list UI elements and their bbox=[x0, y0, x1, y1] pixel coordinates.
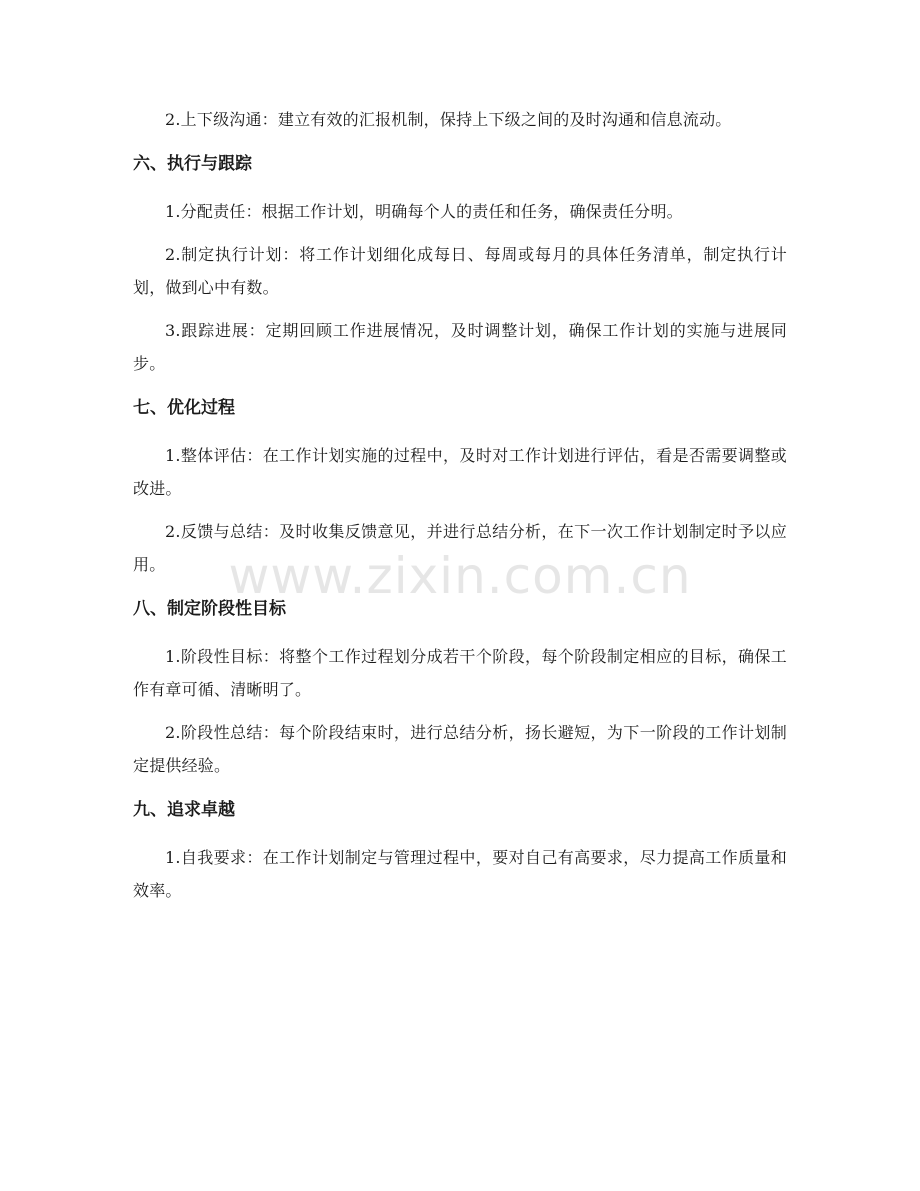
paragraph-stage-goals: 1.阶段性目标：将整个工作过程划分成若干个阶段，每个阶段制定相应的目标，确保工作有章可循、清晰明了。 bbox=[133, 647, 787, 699]
paragraph-feedback-summary: 2.反馈与总结：及时收集反馈意见，并进行总结分析，在下一次工作计划制定时予以应用。 bbox=[133, 522, 787, 574]
section-heading-excellence: 九、追求卓越 bbox=[133, 800, 235, 820]
paragraph-overall-evaluation: 1.整体评估：在工作计划实施的过程中，及时对工作计划进行评估，看是否需要调整或改进。 bbox=[133, 446, 787, 498]
paragraph-stage-summary: 2.阶段性总结：每个阶段结束时，进行总结分析，扬长避短，为下一阶段的工作计划制定提供经验。 bbox=[133, 723, 787, 775]
paragraph-communication: 2.上下级沟通：建立有效的汇报机制，保持上下级之间的及时沟通和信息流动。 bbox=[165, 110, 732, 129]
watermark: www.zixin.com.cn bbox=[228, 547, 692, 605]
document-body bbox=[133, 103, 787, 917]
section-heading-stage-goals: 八、制定阶段性目标 bbox=[133, 599, 286, 619]
paragraph-track-progress: 3.跟踪进展：定期回顾工作进展情况，及时调整计划，确保工作计划的实施与进展同步。 bbox=[133, 321, 787, 373]
section-heading-execution: 六、执行与跟踪 bbox=[133, 154, 252, 174]
paragraph-execution-plan: 2.制定执行计划：将工作计划细化成每日、每周或每月的具体任务清单，制定执行计划，做到心中有数。 bbox=[133, 245, 787, 297]
paragraph-assign-responsibility: 1.分配责任：根据工作计划，明确每个人的责任和任务，确保责任分明。 bbox=[165, 202, 683, 221]
section-heading-optimize: 七、优化过程 bbox=[133, 398, 235, 418]
paragraph-self-requirement: 1.自我要求：在工作计划制定与管理过程中，要对自己有高要求，尽力提高工作质量和效率。 bbox=[133, 848, 787, 900]
